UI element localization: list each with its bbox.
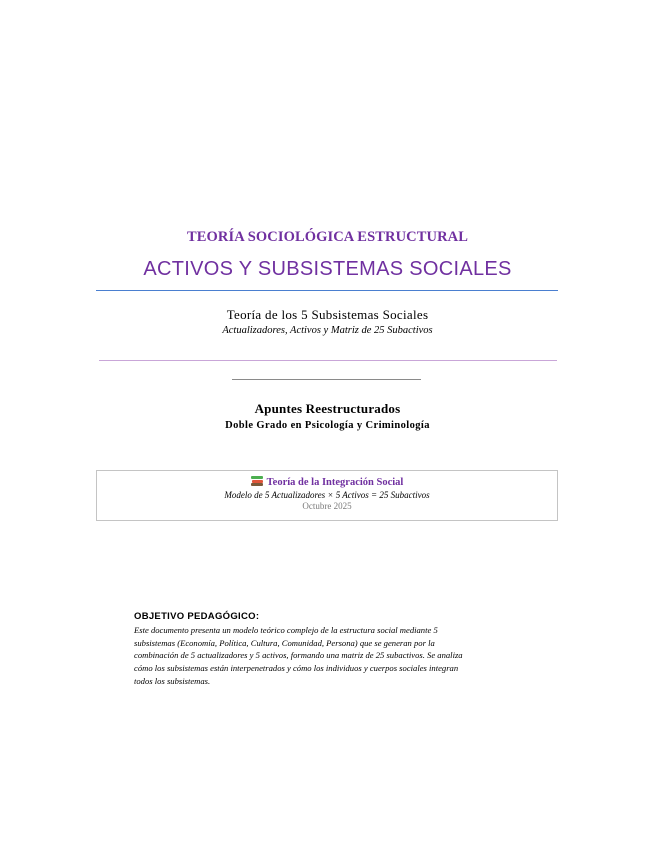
- notes-title: Apuntes Reestructurados: [254, 401, 401, 416]
- subtitle-divider: [99, 360, 557, 361]
- objective-line: todos los subsistemas.: [134, 675, 211, 686]
- document-title: ACTIVOS Y SUBSISTEMAS SOCIALES: [143, 258, 512, 280]
- objective-label: OBJETIVO PEDAGÓGICO:: [134, 611, 260, 622]
- info-box-model: Modelo de 5 Actualizadores × 5 Activos = 25 Subactivos: [224, 490, 430, 500]
- info-box: [96, 470, 558, 521]
- objective-line: subsistemas (Economía, Política, Cultura, Comunidad, Persona) que se generan por la: [134, 637, 435, 648]
- subtitle-detail: Actualizadores, Activos y Matriz de 25 Subactivos: [222, 325, 433, 336]
- document-kicker: TEORÍA SOCIOLÓGICA ESTRUCTURAL: [187, 229, 468, 245]
- objective-text: [134, 624, 524, 688]
- title-divider: [96, 290, 558, 291]
- info-box-date: Octubre 2025: [302, 501, 352, 511]
- info-box-title-row: [97, 476, 557, 488]
- objective-line: cómo los subsistemas están interpenetrados y cómo los individuos y cuerpos sociales integran: [134, 663, 459, 674]
- info-box-title: Teoría de la Integración Social: [266, 477, 404, 488]
- objective-line: combinación de 5 actualizadores y 5 activos, formando una matriz de 25 subactivos. Se analiza: [134, 650, 463, 661]
- books-icon: [251, 476, 263, 486]
- notes-degree: Doble Grado en Psicología y Criminología: [225, 420, 430, 431]
- objective-line: Este documento presenta un modelo teórico complejo de la estructura social mediante 5: [134, 625, 438, 635]
- subtitle: Teoría de los 5 Subsistemas Sociales: [226, 307, 429, 322]
- short-divider: [232, 379, 421, 380]
